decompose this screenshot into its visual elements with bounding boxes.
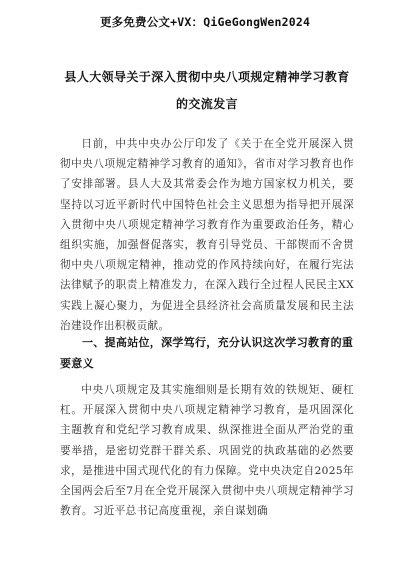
section-heading-1: 一、提高站位，深学笃行，充分认识这次学习教育的重要意义 [60,336,354,370]
document-title: 县人大领导关于深入贯彻中央八项规定精神学习教育的交流发言 [64,70,350,111]
body-paragraph-1: 日前，中共中央办公厅印发了《关于在全党开展深入贯彻中央八项规定精神学习教育的通知》，省市对学习教育也作了安排部署。县人大及其常委会作为地方国家权力机关，要坚持以习近平新时代中国特色社会主义思想为指导把开展深入贯彻中央八项规定精神学习教育作为重要政治任务，精心组织实施，加强督促落实，教育引导党员、干部锲而不舍贯彻中央八项规定精神，推动党的作风持续向好，在履行宪法法律赋予的职责上精准发力，在深入践行全过程人民民主XX实践上凝心聚力，为促进全县经济社会高质量发展和民主法治建设作出积极贡献。 [60,138,354,332]
watermark-header: 更多免费公文+VX：QiGeGongWen2024 [99,15,311,29]
body-paragraph-2: 中央八项规定及其实施细则是长期有效的铁规矩、硬杠杠。开展深入贯彻中央八项规定精神学习教育，是巩固深化主题教育和党纪学习教育成果、纵深推进全面从严治党的重要举措，是密切党群干群关系、巩固党的执政基础的必然要求，是推进中国式现代化的有力保障。党中央决定自2025年全国两会后至7月在全党开展深入贯彻中央八项规定精神学习教育。习近平总书记高度重视，亲自谋划确 [60,384,354,518]
